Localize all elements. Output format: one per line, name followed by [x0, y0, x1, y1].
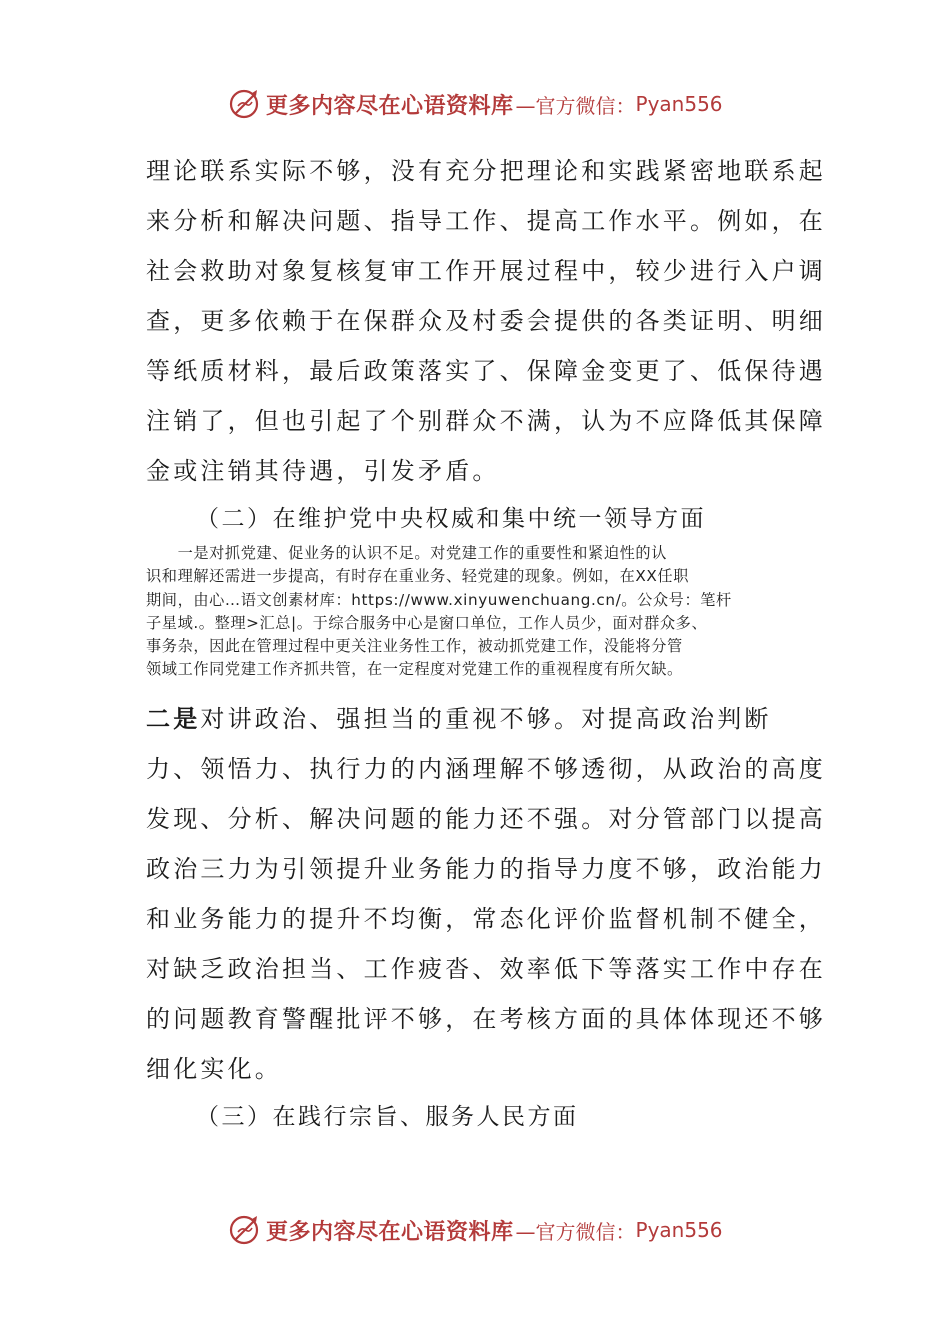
pen-logo-icon — [228, 1213, 262, 1247]
small-paragraph — [146, 542, 816, 682]
banner-wechat-label: —官方微信： — [515, 93, 636, 118]
text-line: 查，更多依赖于在保群众及村委会提供的各类证明、明细 — [146, 307, 826, 335]
text-line: 金或注销其待遇，引发矛盾。 — [146, 457, 500, 485]
text-line: 识和理解还需进一步提高，有时存在重业务、轻党建的现象。例如，在XX任职 — [146, 567, 689, 586]
text-line: 对缺乏政治担当、工作疲沓、效率低下等落实工作中存在 — [146, 955, 826, 983]
text-line — [146, 694, 796, 744]
text-line: 的问题教育警醒批评不够，在考核方面的具体体现还不够 — [146, 1005, 826, 1033]
banner-title: 更多内容尽在心语资料库 — [266, 1218, 514, 1245]
text-line: 子星域.。整理>汇总|。于综合服务中心是窗口单位，工作人员少，面对群众多、 — [146, 613, 708, 632]
text-line: 政治三力为引领提升业务能力的指导力度不够，政治能力 — [146, 855, 826, 883]
header-banner — [228, 84, 723, 124]
text-line: 和业务能力的提升不均衡，常态化评价监督机制不健全， — [146, 905, 826, 933]
text-line: 细化实化。 — [146, 1055, 282, 1083]
text-line: 来分析和解决问题、指导工作、提高工作水平。例如，在 — [146, 207, 826, 235]
banner-title: 更多内容尽在心语资料库 — [266, 92, 514, 119]
text-line: 理论联系实际不够，没有充分把理论和实践紧密地联系起 — [146, 157, 826, 185]
text-line: 发现、分析、解决问题的能力还不强。对分管部门以提高 — [146, 805, 826, 833]
text-line: 社会救助对象复核复审工作开展过程中，较少进行入户调 — [146, 257, 826, 285]
heading-text: （三）在践行宗旨、服务人民方面 — [196, 1104, 579, 1130]
banner-wechat-label: —官方微信： — [515, 1219, 636, 1244]
section-heading-2 — [196, 494, 796, 544]
paragraph-1 — [146, 146, 826, 496]
banner-wechat-id: Pyan556 — [635, 92, 723, 116]
pen-logo-icon — [228, 87, 262, 121]
text-line: 事务杂，因此在管理过程中更关注业务性工作，被动抓党建工作，没能将分管 — [146, 637, 683, 656]
text-line: 期间，由心…语文创素材库：https://www.xinyuwenchuang.cn/。公众号：笔杆 — [146, 590, 732, 609]
footer-banner — [228, 1210, 723, 1250]
lead-rest: 对讲政治、强担当的重视不够。对提高政治判断 — [200, 705, 772, 733]
text-line: 注销了，但也引起了个别群众不满，认为不应降低其保障 — [146, 407, 826, 435]
text-line: 领域工作同党建工作齐抓共管，在一定程度对党建工作的重视程度有所欠缺。 — [146, 660, 683, 679]
section-heading-3 — [196, 1092, 796, 1142]
paragraph-2 — [146, 694, 826, 1094]
banner-wechat-id: Pyan556 — [635, 1218, 723, 1242]
lead-bold: 二是 — [146, 704, 201, 733]
text-line: 等纸质材料，最后政策落实了、保障金变更了、低保待遇 — [146, 357, 826, 385]
text-line: 力、领悟力、执行力的内涵理解不够透彻，从政治的高度 — [146, 755, 826, 783]
text-line: 一是对抓党建、促业务的认识不足。对党建工作的重要性和紧迫性的认 — [146, 544, 667, 562]
heading-text: （二）在维护党中央权威和集中统一领导方面 — [196, 506, 706, 532]
